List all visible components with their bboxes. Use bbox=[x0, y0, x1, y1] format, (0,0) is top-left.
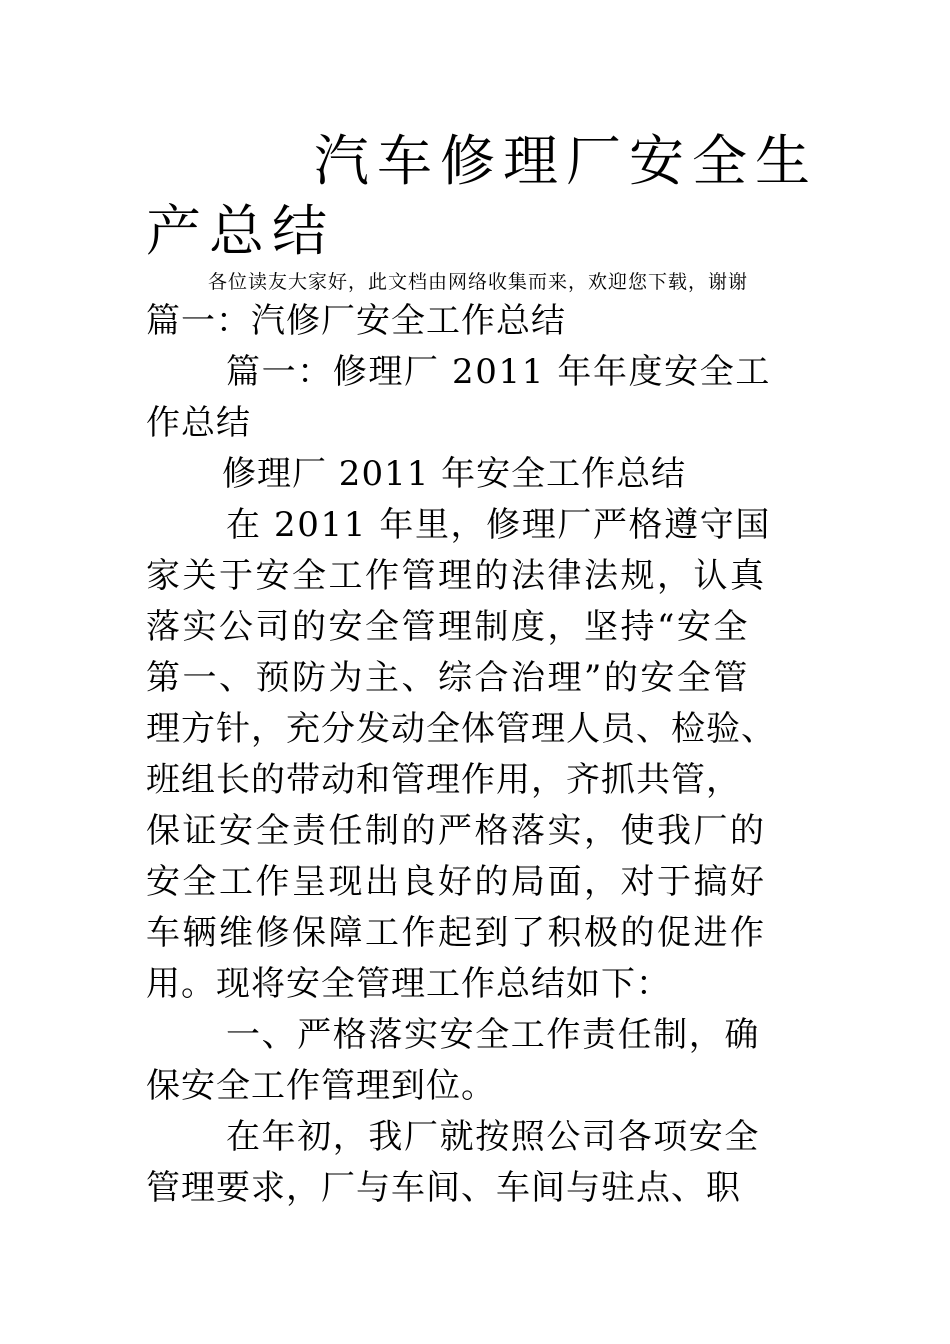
point-line: 一、严格落实安全工作责任制，确 bbox=[226, 1015, 760, 1055]
title-line-2: 产总结 bbox=[146, 199, 336, 263]
paragraph-line: 家关于安全工作管理的法律法规，认真 bbox=[146, 556, 767, 596]
intro-note: 各位读友大家好，此文档由网络收集而来，欢迎您下载，谢谢 bbox=[208, 271, 749, 293]
paragraph-line: 管理要求，厂与车间、车间与驻点、职 bbox=[146, 1168, 741, 1208]
paragraph-line: 落实公司的安全管理制度，坚持“安全 bbox=[146, 607, 750, 647]
paragraph-line: 第一、预防为主、综合治理”的安全管 bbox=[146, 658, 750, 698]
paragraph-line: 保证安全责任制的严格落实，使我厂的 bbox=[146, 811, 767, 851]
document-title bbox=[146, 126, 819, 266]
subheading-line-1: 篇一：修理厂 2011 年年度安全工 bbox=[226, 352, 771, 392]
document-body bbox=[146, 126, 819, 1214]
paragraph-line: 在年初，我厂就按照公司各项安全 bbox=[226, 1117, 760, 1157]
paragraph-line: 用。现将安全管理工作总结如下： bbox=[146, 964, 671, 1004]
heading-1: 篇一：汽修厂安全工作总结 bbox=[146, 301, 566, 341]
paragraph-line: 安全工作呈现出良好的局面，对于搞好 bbox=[146, 862, 767, 902]
point-line: 保安全工作管理到位。 bbox=[146, 1066, 496, 1106]
title-line-1: 汽车修理厂安全生 bbox=[314, 129, 819, 193]
paragraph-line: 在 2011 年里，修理厂严格遵守国 bbox=[226, 505, 771, 545]
section-title: 修理厂 2011 年安全工作总结 bbox=[222, 454, 687, 494]
paragraph-line: 理方针，充分发动全体管理人员、检验、 bbox=[146, 709, 776, 749]
paragraph-line: 车辆维修保障工作起到了积极的促进作 bbox=[146, 913, 767, 953]
paragraph-line: 班组长的带动和管理作用，齐抓共管， bbox=[146, 760, 741, 800]
subheading-line-2: 作总结 bbox=[146, 403, 251, 443]
